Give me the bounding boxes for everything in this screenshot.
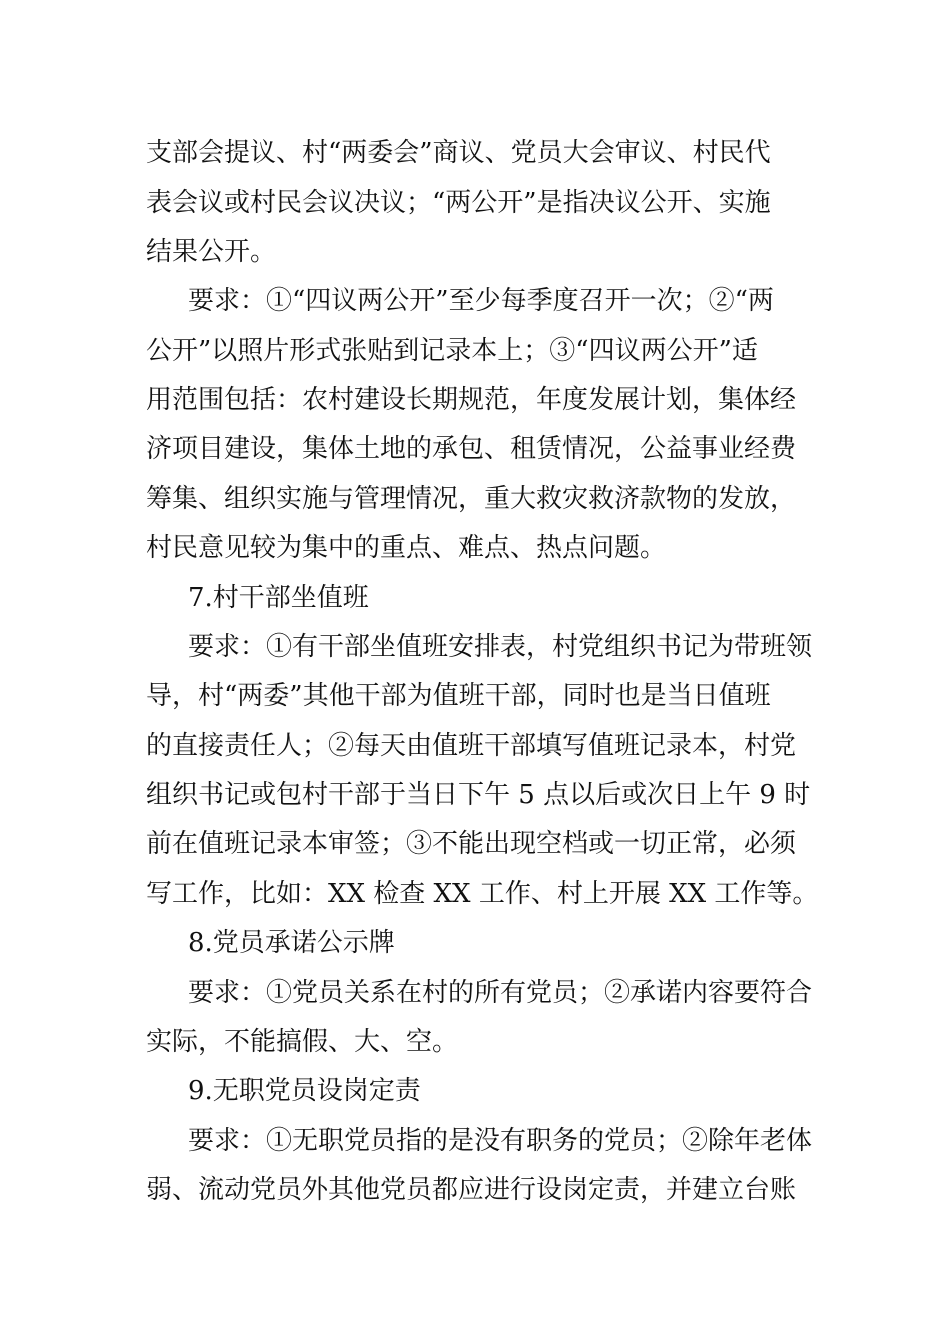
text-line-4: 要求：①“四议两公开”至少每季度召开一次；②“两 (188, 286, 774, 316)
text-line-6: 用范围包括：农村建设长期规范，年度发展计划，集体经 (146, 385, 797, 415)
section-heading-7: 7.村干部坐值班 (188, 583, 369, 613)
text-line-21: 要求：①无职党员指的是没有职务的党员；②除年老体 (188, 1126, 813, 1156)
text-line-3: 结果公开。 (146, 237, 277, 267)
text-line-22: 弱、流动党员外其他党员都应进行设岗定责，并建立台账 (146, 1175, 797, 1205)
text-line-9: 村民意见较为集中的重点、难点、热点问题。 (146, 533, 667, 563)
text-line-7: 济项目建设，集体土地的承包、租赁情况，公益事业经费 (146, 434, 797, 464)
text-line-15: 前在值班记录本审签；③不能出现空档或一切正常，必须 (146, 829, 797, 859)
text-line-18: 要求：①党员关系在村的所有党员；②承诺内容要符合 (188, 978, 813, 1008)
text-line-1: 支部会提议、村“两委会”商议、党员大会审议、村民代 (146, 138, 771, 168)
text-line-5: 公开”以照片形式张贴到记录本上；③“四议两公开”适 (146, 336, 758, 366)
text-line-13: 的直接责任人；②每天由值班干部填写值班记录本，村党 (146, 731, 797, 761)
text-line-14: 组织书记或包村干部于当日下午 5 点以后或次日上午 9 时 (146, 780, 811, 810)
text-line-2: 表会议或村民会议决议；“两公开”是指决议公开、实施 (146, 188, 771, 218)
text-line-8: 筹集、组织实施与管理情况，重大救灾救济款物的发放， (146, 484, 797, 514)
section-heading-9: 9.无职党员设岗定责 (188, 1076, 421, 1106)
text-line-16: 写工作，比如：XX 检查 XX 工作、村上开展 XX 工作等。 (146, 879, 819, 909)
text-line-19: 实际，不能搞假、大、空。 (146, 1027, 459, 1057)
section-heading-8: 8.党员承诺公示牌 (188, 928, 395, 958)
text-line-12: 导，村“两委”其他干部为值班干部，同时也是当日值班 (146, 681, 771, 711)
text-line-11: 要求：①有干部坐值班安排表，村党组织书记为带班领 (188, 632, 813, 662)
